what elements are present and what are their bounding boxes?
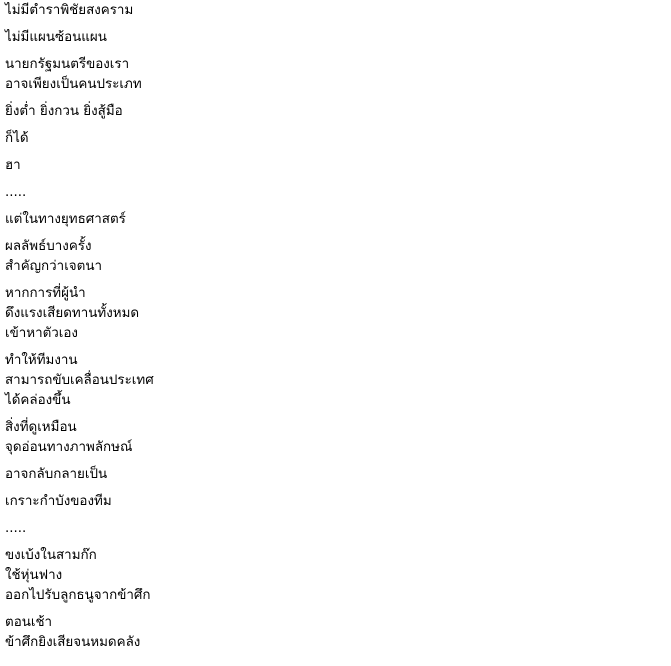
paragraph xyxy=(5,519,661,539)
text-line: ..... xyxy=(5,521,27,536)
text-line: ไม่มีตำราพิชัยสงคราม xyxy=(5,3,134,18)
paragraph xyxy=(5,129,661,149)
paragraph xyxy=(5,183,661,203)
paragraph xyxy=(5,492,661,512)
paragraph xyxy=(5,351,661,411)
text-line: ยิ่งต่ำ ยิ่งกวน ยิ่งสู้มือ xyxy=(5,104,123,119)
paragraph xyxy=(5,156,661,176)
paragraph xyxy=(5,55,661,95)
text-line: นายกรัฐมนตรีของเรา xyxy=(5,57,130,72)
text-line: ใช้หุ่นฟาง xyxy=(5,568,63,583)
paragraph xyxy=(5,465,661,485)
text-line: ไม่มีแผนซ้อนแผน xyxy=(5,30,107,45)
paragraph xyxy=(5,418,661,458)
text-line: ข้าศึกยิงเสียจนหมดคลัง xyxy=(5,635,141,650)
text-line: สำคัญกว่าเจตนา xyxy=(5,259,102,274)
paragraph xyxy=(5,1,661,21)
text-line: ดึงแรงเสียดทานทั้งหมด xyxy=(5,306,140,321)
text-line: เข้าหาตัวเอง xyxy=(5,326,78,341)
text-line: ขงเบ้งในสามก๊ก xyxy=(5,548,97,563)
text-line: จุดอ่อนทางภาพลักษณ์ xyxy=(5,440,133,455)
text-line: หากการที่ผู้นำ xyxy=(5,286,86,301)
text-line: อาจเพียงเป็นคนประเภท xyxy=(5,77,142,92)
paragraph xyxy=(5,28,661,48)
text-line: แต่ในทางยุทธศาสตร์ xyxy=(5,212,126,227)
paragraph xyxy=(5,210,661,230)
text-line: ทำให้ทีมงาน xyxy=(5,353,78,368)
text-line: อาจกลับกลายเป็น xyxy=(5,467,108,482)
text-line: ฮา xyxy=(5,158,21,173)
text-line: ..... xyxy=(5,185,27,200)
paragraph xyxy=(5,284,661,344)
paragraph xyxy=(5,102,661,122)
text-line: สามารถขับเคลื่อนประเทศ xyxy=(5,373,154,388)
text-line: ได้คล่องขึ้น xyxy=(5,393,71,408)
text-line: สิ่งที่ดูเหมือน xyxy=(5,420,77,435)
paragraph xyxy=(5,613,661,653)
text-line: ออกไปรับลูกธนูจากข้าศึก xyxy=(5,588,151,603)
paragraph xyxy=(5,237,661,277)
text-line: เกราะกำบังของทีม xyxy=(5,494,112,509)
text-line: ก็ได้ xyxy=(5,131,29,146)
text-line: ผลลัพธ์บางครั้ง xyxy=(5,239,92,254)
document-body xyxy=(5,1,661,660)
text-line: ตอนเช้า xyxy=(5,615,53,630)
paragraph xyxy=(5,546,661,606)
